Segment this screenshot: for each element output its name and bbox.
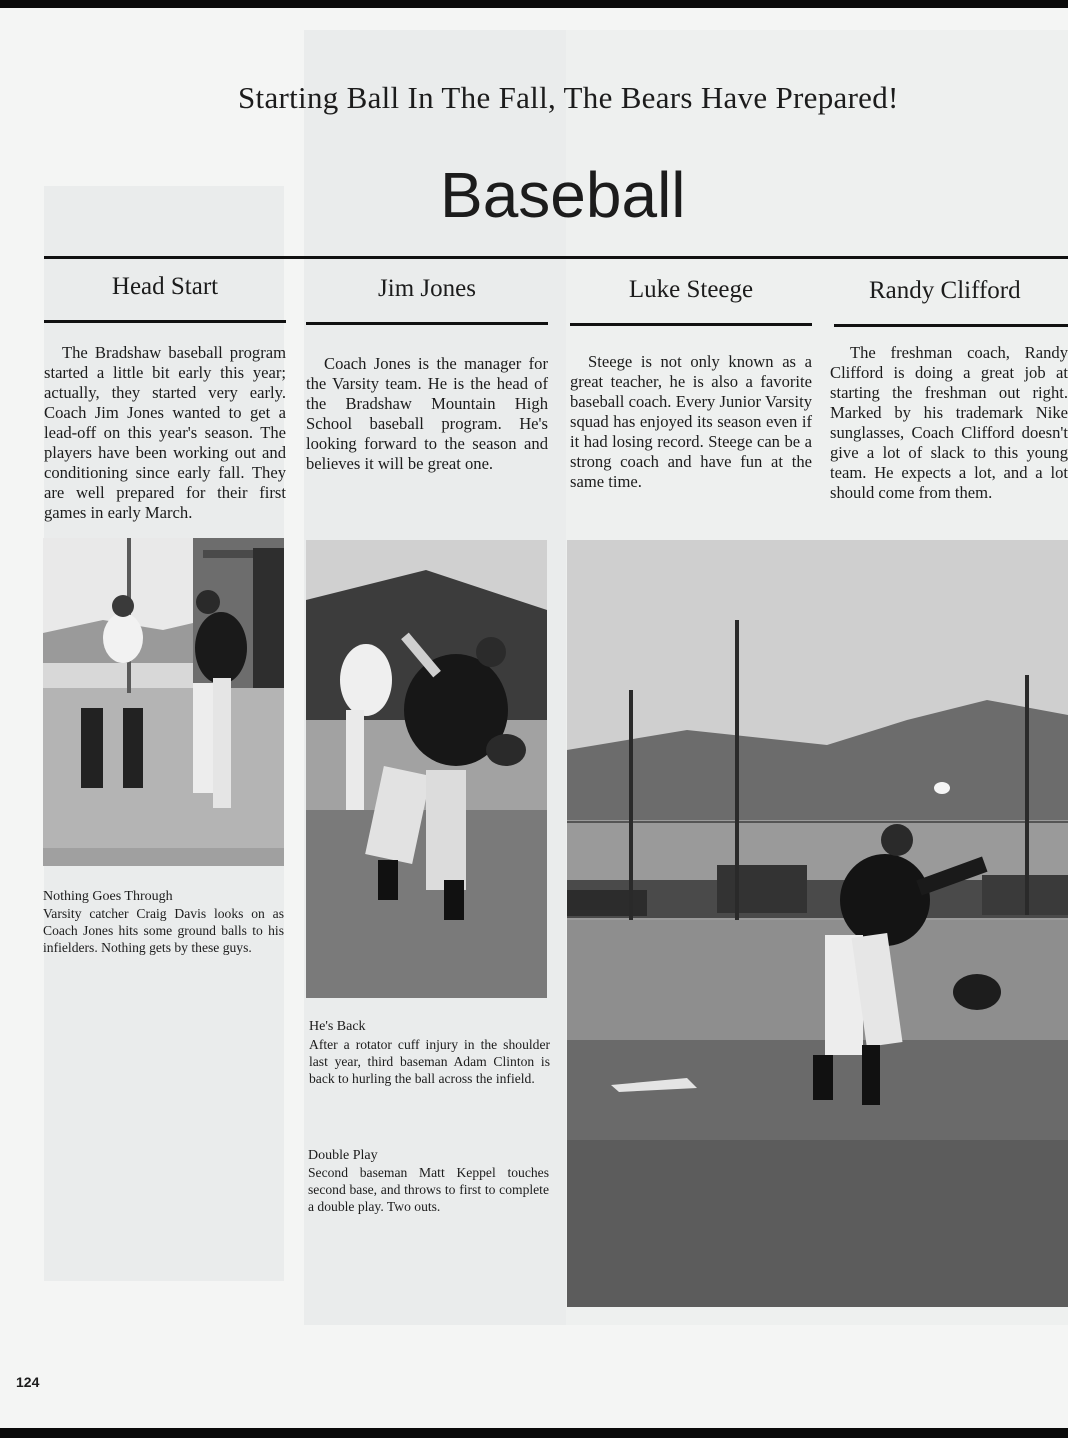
column-body-luke-steege: Steege is not only known as a great teacher, he is also a favorite baseball coach. Every Junior Varsity squad has enjoyed its season even if it had losing record. Steege can be a strong coach and have fun at the same time. bbox=[570, 352, 812, 491]
caption-text-hes-back: After a rotator cuff injury in the shoulder last year, third baseman Adam Clinton is back to hurling the ball across the infield. bbox=[309, 1037, 550, 1086]
caption-title-nothing-goes-through: Nothing Goes Through bbox=[43, 889, 173, 904]
photo-second-baseman-double-play bbox=[567, 540, 1068, 1307]
column-heading-head-start: Head Start bbox=[111, 273, 219, 300]
column-rule-1 bbox=[44, 320, 286, 323]
caption-title-hes-back: He's Back bbox=[309, 1019, 366, 1034]
column-heading-jim-jones: Jim Jones bbox=[378, 275, 476, 302]
column-body-head-start: The Bradshaw baseball program started a little bit early this year; actually, they started very early. Coach Jim Jones wanted to get a lead-off on this year's season. The players have been working out and conditioning since early fall. They are well prepared for their first games in early March. bbox=[44, 343, 286, 522]
column-heading-luke-steege: Luke Steege bbox=[628, 276, 754, 303]
caption-text-nothing-goes-through: Varsity catcher Craig Davis looks on as Coach Jones hits some ground balls to his infielders. Nothing gets by these guys. bbox=[43, 906, 284, 955]
bottom-edge-bar bbox=[0, 1428, 1068, 1438]
page-number: 124 bbox=[16, 1374, 40, 1390]
caption-title-double-play: Double Play bbox=[308, 1148, 378, 1163]
column-body-randy-clifford: The freshman coach, Randy Clifford is doing a great job at starting the freshman out right. Marked by his trademark Nike sunglasses, Coach Clifford doesn't give a lot of slack to this young team. He expects a lot, and a lot should come from them. bbox=[830, 343, 1068, 502]
caption-text-double-play: Second baseman Matt Keppel touches second base, and throws to first to complete a double play. Two outs. bbox=[308, 1165, 549, 1214]
page-subtitle: Starting Ball In The Fall, The Bears Have Prepared! bbox=[238, 80, 899, 115]
title-rule bbox=[44, 256, 1068, 259]
column-rule-4 bbox=[834, 324, 1068, 327]
photo-third-baseman-throwing bbox=[306, 540, 547, 998]
photo-catcher-and-coach bbox=[43, 538, 284, 866]
column-heading-randy-clifford: Randy Clifford bbox=[869, 277, 1021, 304]
column-body-jim-jones: Coach Jones is the manager for the Varsity team. He is the head of the Bradshaw Mountain High School baseball program. He's looking forward to the season and believes it will be great one. bbox=[306, 354, 548, 473]
top-edge-bar bbox=[0, 0, 1068, 8]
column-rule-2 bbox=[306, 322, 548, 325]
column-rule-3 bbox=[570, 323, 812, 326]
page-title: Baseball bbox=[440, 159, 686, 231]
